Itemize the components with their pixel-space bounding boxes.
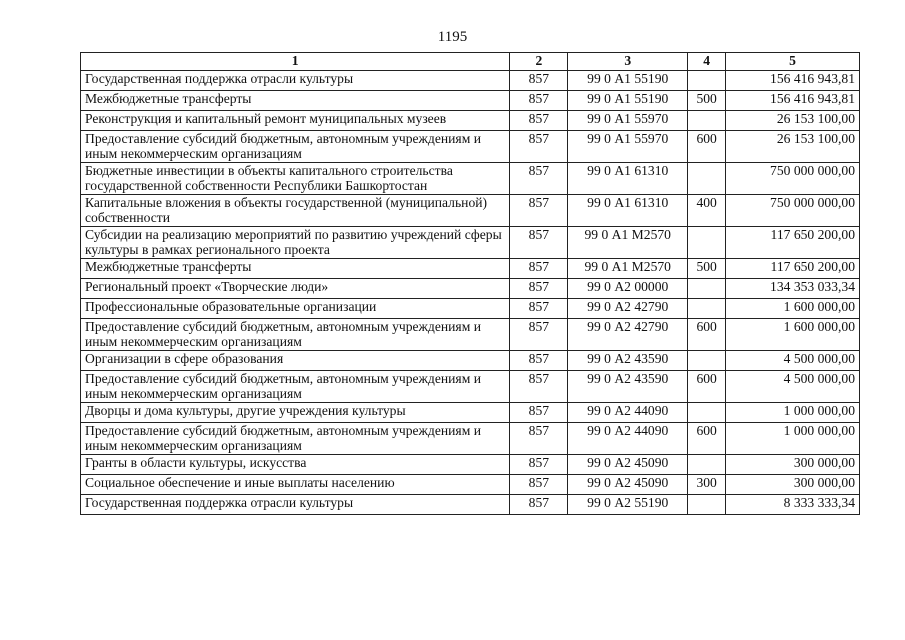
row-target-cell: 99 0 А2 43590 xyxy=(568,351,688,371)
table-row xyxy=(81,227,860,259)
table-row xyxy=(81,455,860,475)
row-code-cell: 857 xyxy=(510,423,568,455)
row-code-cell: 857 xyxy=(510,71,568,91)
table-row xyxy=(81,163,860,195)
row-type-cell xyxy=(688,163,726,195)
row-target-cell: 99 0 А1 55190 xyxy=(568,71,688,91)
page-number: 1195 xyxy=(437,29,468,45)
row-amount-cell: 1 600 000,00 xyxy=(726,299,860,319)
row-name-cell: Профессиональные образовательные организации xyxy=(81,299,510,319)
row-type-cell xyxy=(688,495,726,515)
row-code-cell: 857 xyxy=(510,111,568,131)
row-amount-cell: 117 650 200,00 xyxy=(726,259,860,279)
row-type-cell: 500 xyxy=(688,259,726,279)
row-type-cell: 600 xyxy=(688,423,726,455)
row-type-cell: 600 xyxy=(688,131,726,163)
row-name-cell: Государственная поддержка отрасли культуры xyxy=(81,495,510,515)
row-amount-cell: 26 153 100,00 xyxy=(726,111,860,131)
row-target-cell: 99 0 А2 45090 xyxy=(568,455,688,475)
row-target-cell: 99 0 А2 42790 xyxy=(568,319,688,351)
table-body xyxy=(81,71,860,515)
row-name-cell: Дворцы и дома культуры, другие учреждения культуры xyxy=(81,403,510,423)
row-name-cell: Межбюджетные трансферты xyxy=(81,259,510,279)
row-name-cell: Реконструкция и капитальный ремонт муниципальных музеев xyxy=(81,111,510,131)
row-name-cell: Капитальные вложения в объекты государственной (муниципальной) собственности xyxy=(81,195,510,227)
row-amount-cell: 1 000 000,00 xyxy=(726,403,860,423)
row-name-cell: Гранты в области культуры, искусства xyxy=(81,455,510,475)
table-row xyxy=(81,475,860,495)
row-code-cell: 857 xyxy=(510,163,568,195)
row-code-cell: 857 xyxy=(510,227,568,259)
header-col-5: 5 xyxy=(726,53,860,71)
row-target-cell: 99 0 А1 55970 xyxy=(568,131,688,163)
row-code-cell: 857 xyxy=(510,131,568,163)
row-code-cell: 857 xyxy=(510,455,568,475)
table-row xyxy=(81,91,860,111)
row-code-cell: 857 xyxy=(510,195,568,227)
row-code-cell: 857 xyxy=(510,495,568,515)
row-code-cell: 857 xyxy=(510,351,568,371)
row-type-cell: 400 xyxy=(688,195,726,227)
row-target-cell: 99 0 А2 44090 xyxy=(568,423,688,455)
row-target-cell: 99 0 А2 44090 xyxy=(568,403,688,423)
table-row xyxy=(81,195,860,227)
row-type-cell: 300 xyxy=(688,475,726,495)
row-name-cell: Организации в сфере образования xyxy=(81,351,510,371)
row-type-cell xyxy=(688,455,726,475)
table-row xyxy=(81,371,860,403)
row-target-cell: 99 0 А2 55190 xyxy=(568,495,688,515)
row-amount-cell: 134 353 033,34 xyxy=(726,279,860,299)
header-col-2: 2 xyxy=(510,53,568,71)
header-row xyxy=(81,53,860,71)
row-amount-cell: 117 650 200,00 xyxy=(726,227,860,259)
row-type-cell xyxy=(688,299,726,319)
table-row xyxy=(81,319,860,351)
row-name-cell: Предоставление субсидий бюджетным, автономным учреждениям и иным некоммерческим организациям xyxy=(81,371,510,403)
row-name-cell: Межбюджетные трансферты xyxy=(81,91,510,111)
row-amount-cell: 300 000,00 xyxy=(726,475,860,495)
row-name-cell: Субсидии на реализацию мероприятий по развитию учреждений сферы культуры в рамках регионального проекта xyxy=(81,227,510,259)
row-type-cell xyxy=(688,351,726,371)
table-row xyxy=(81,403,860,423)
table-row xyxy=(81,259,860,279)
row-amount-cell: 156 416 943,81 xyxy=(726,71,860,91)
row-type-cell xyxy=(688,403,726,423)
row-name-cell: Государственная поддержка отрасли культуры xyxy=(81,71,510,91)
row-code-cell: 857 xyxy=(510,279,568,299)
row-type-cell: 600 xyxy=(688,319,726,351)
table-row xyxy=(81,495,860,515)
row-type-cell: 500 xyxy=(688,91,726,111)
row-code-cell: 857 xyxy=(510,91,568,111)
row-amount-cell: 26 153 100,00 xyxy=(726,131,860,163)
row-amount-cell: 8 333 333,34 xyxy=(726,495,860,515)
row-code-cell: 857 xyxy=(510,403,568,423)
row-target-cell: 99 0 А1 55970 xyxy=(568,111,688,131)
table-row xyxy=(81,423,860,455)
row-target-cell: 99 0 А1 М2570 xyxy=(568,227,688,259)
row-code-cell: 857 xyxy=(510,319,568,351)
row-target-cell: 99 0 А2 00000 xyxy=(568,279,688,299)
table-row xyxy=(81,111,860,131)
row-name-cell: Предоставление субсидий бюджетным, автономным учреждениям и иным некоммерческим организациям xyxy=(81,423,510,455)
table-row xyxy=(81,299,860,319)
row-target-cell: 99 0 А2 45090 xyxy=(568,475,688,495)
header-col-1: 1 xyxy=(81,53,510,71)
row-type-cell xyxy=(688,71,726,91)
header-col-4: 4 xyxy=(688,53,726,71)
row-code-cell: 857 xyxy=(510,475,568,495)
row-amount-cell: 4 500 000,00 xyxy=(726,351,860,371)
row-code-cell: 857 xyxy=(510,259,568,279)
row-target-cell: 99 0 А1 61310 xyxy=(568,163,688,195)
table-row xyxy=(81,351,860,371)
row-target-cell: 99 0 А1 М2570 xyxy=(568,259,688,279)
row-type-cell xyxy=(688,111,726,131)
header-col-3: 3 xyxy=(568,53,688,71)
row-amount-cell: 4 500 000,00 xyxy=(726,371,860,403)
row-type-cell xyxy=(688,279,726,299)
row-code-cell: 857 xyxy=(510,371,568,403)
row-name-cell: Предоставление субсидий бюджетным, автономным учреждениям и иным некоммерческим организациям xyxy=(81,131,510,163)
row-target-cell: 99 0 А1 55190 xyxy=(568,91,688,111)
row-amount-cell: 750 000 000,00 xyxy=(726,163,860,195)
table-row xyxy=(81,71,860,91)
row-type-cell xyxy=(688,227,726,259)
row-type-cell: 600 xyxy=(688,371,726,403)
row-amount-cell: 750 000 000,00 xyxy=(726,195,860,227)
row-name-cell: Предоставление субсидий бюджетным, автономным учреждениям и иным некоммерческим организациям xyxy=(81,319,510,351)
row-target-cell: 99 0 А1 61310 xyxy=(568,195,688,227)
row-name-cell: Социальное обеспечение и иные выплаты населению xyxy=(81,475,510,495)
table-row xyxy=(81,279,860,299)
row-name-cell: Региональный проект «Творческие люди» xyxy=(81,279,510,299)
budget-table xyxy=(80,52,860,515)
row-amount-cell: 1 000 000,00 xyxy=(726,423,860,455)
row-name-cell: Бюджетные инвестиции в объекты капитального строительства государственной собственности Республики Башкортостан xyxy=(81,163,510,195)
row-amount-cell: 1 600 000,00 xyxy=(726,319,860,351)
row-amount-cell: 156 416 943,81 xyxy=(726,91,860,111)
row-code-cell: 857 xyxy=(510,299,568,319)
row-amount-cell: 300 000,00 xyxy=(726,455,860,475)
row-target-cell: 99 0 А2 42790 xyxy=(568,299,688,319)
row-target-cell: 99 0 А2 43590 xyxy=(568,371,688,403)
table-row xyxy=(81,131,860,163)
